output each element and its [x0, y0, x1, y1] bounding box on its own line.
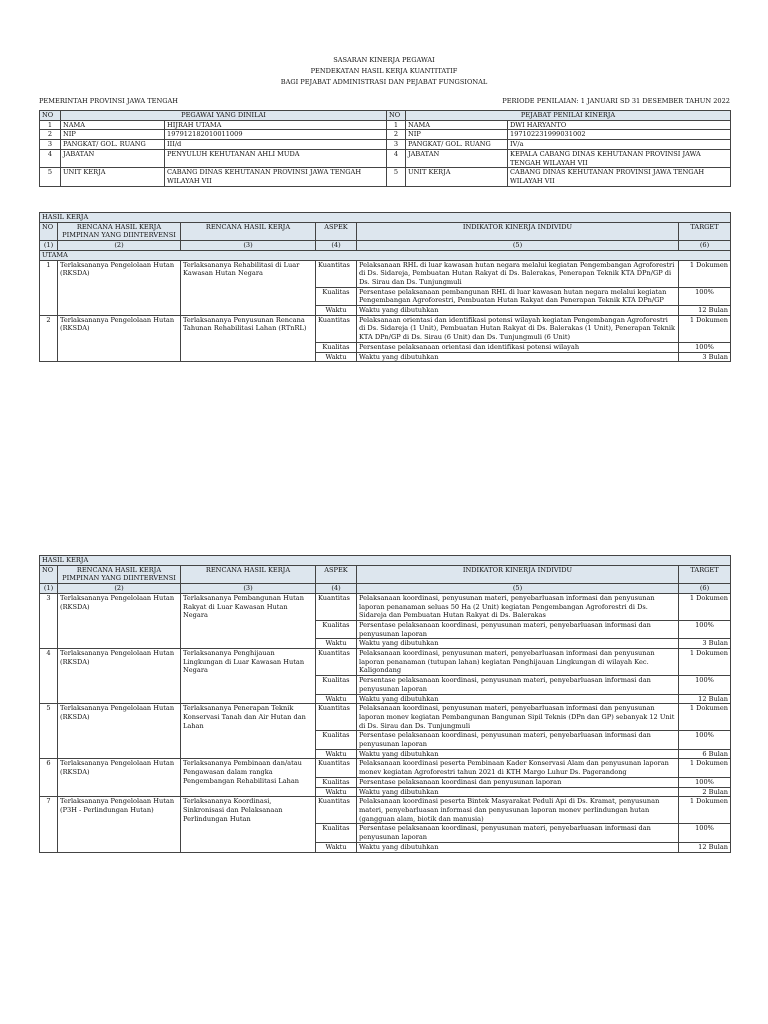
- section-row: [40, 213, 731, 223]
- target-kualitas: 100%: [679, 777, 731, 787]
- aspect-kualitas: Kualitas: [316, 342, 357, 352]
- colnum-4: (4): [316, 584, 357, 594]
- employee-value: PENYULUH KEHUTANAN AHLI MUDA: [165, 149, 387, 167]
- target-kuantitas: 1 Dokumen: [679, 797, 731, 824]
- column-header-row-2: [40, 565, 731, 583]
- hasil-kerja-table-1: [39, 212, 731, 362]
- indikator-kuantitas: Pelaksanaan orientasi dan identifikasi potensi wilayah kegiatan Pengembangan Agroforestri di Ds. Sidareja (1 Unit), Pembuatan Hutan Rakyat di Ds. Balerakas (1 Unit), Penerapan Teknik KTA DPn/GP di Ds. Sirau (6 Unit) dan Ds. Tunjungmuli (6 Unit): [357, 315, 679, 342]
- kuantitas-row: [40, 260, 731, 287]
- header-target: TARGET: [679, 565, 731, 583]
- identity-row: [40, 130, 731, 140]
- header-no: NO: [40, 565, 58, 583]
- target-kualitas: 100%: [679, 620, 731, 638]
- employee-value: 197912182010011009: [165, 130, 387, 140]
- aspect-waktu: Waktu: [316, 639, 357, 649]
- header-aspek: ASPEK: [316, 222, 357, 240]
- aspect-kualitas: Kualitas: [316, 287, 357, 305]
- item-number: 6: [40, 759, 58, 797]
- field-label: NIP: [406, 130, 508, 140]
- target-kuantitas: 1 Dokumen: [679, 593, 731, 620]
- aspect-waktu: Waktu: [316, 842, 357, 852]
- field-label: JABATAN: [406, 149, 508, 167]
- rhk-pimpinan-cell: Terlaksananya Pengelolaan Hutan (P3H - Perlindungan Hutan): [58, 797, 181, 852]
- target-kuantitas: 1 Dokumen: [679, 315, 731, 342]
- assessor-value: KEPALA CABANG DINAS KEHUTANAN PROVINSI JAWA TENGAH WILAYAH VII: [508, 149, 731, 167]
- title-line-2: PENDEKATAN HASIL KERJA KUANTITATIF: [310, 67, 458, 75]
- target-waktu: 2 Bulan: [679, 787, 731, 797]
- item-number: 2: [40, 315, 58, 362]
- indikator-kualitas: Persentase pelaksanaan pembangunan RHL di luar kawasan hutan negara melalui kegiatan Pengembangan Agroforestri, Pembuatan Hutan Rakyat dan Penerapan Teknik KTA DPn/GP: [357, 287, 679, 305]
- colnum-3: (3): [181, 584, 316, 594]
- colnum-1: (1): [40, 241, 58, 251]
- column-number-row: [40, 241, 731, 251]
- row-number: 5: [40, 168, 61, 186]
- assessor-value: CABANG DINAS KEHUTANAN PROVINSI JAWA TENGAH WILAYAH VII: [508, 168, 731, 186]
- aspect-waktu: Waktu: [316, 694, 357, 704]
- rhk-cell: Terlaksananya Penghijauan Lingkungan di Luar Kawasan Hutan Negara: [181, 649, 316, 704]
- header-rhk: RENCANA HASIL KERJA: [181, 222, 316, 240]
- column-number-row-2: [40, 584, 731, 594]
- rhk-pimpinan-cell: Terlaksananya Pengelolaan Hutan (RKSDA): [58, 260, 181, 315]
- identity-row: [40, 149, 731, 167]
- rhk-cell: Terlaksananya Pembangunan Hutan Rakyat di Luar Kawasan Hutan Negara: [181, 593, 316, 648]
- header-rhk-pimpinan: RENCANA HASIL KERJA PIMPINAN YANG DIINTERVENSI: [58, 565, 181, 583]
- indikator-waktu: Waktu yang dibutuhkan: [357, 694, 679, 704]
- aspect-kuantitas: Kuantitas: [316, 260, 357, 287]
- target-waktu: 12 Bulan: [679, 694, 731, 704]
- field-label: PANGKAT/ GOL. RUANG: [61, 140, 165, 150]
- row-number: 4: [40, 149, 61, 167]
- kuantitas-row: [40, 797, 731, 824]
- indikator-kualitas: Persentase pelaksanaan koordinasi, penyusunan materi, penyebarluasan informasi dan penyusunan laporan: [357, 824, 679, 842]
- indikator-kuantitas: Pelaksanaan koordinasi peserta Bintek Masyarakat Peduli Api di Ds. Kramat, penyusunan materi, penyebarluasan informasi dan penyusunan laporan monev perlindungan hutan (gangguan alam, biotik dan manusia): [357, 797, 679, 824]
- indikator-kuantitas: Pelaksanaan RHL di luar kawasan hutan negara melalui kegiatan Pengembangan Agroforestri di Ds. Sidareja, Pembuatan Hutan Rakyat di Ds. Balerakas, Penerapan Teknik KTA DPn/GP di Ds. Sirau dan Ds. Tunjungmuli: [357, 260, 679, 287]
- rhk-cell: Terlaksananya Rehabilitasi di Luar Kawasan Hutan Negara: [181, 260, 316, 315]
- colnum-3: (3): [181, 241, 316, 251]
- period-label: PERIODE PENILAIAN: 1 JANUARI SD 31 DESEMBER TAHUN 2022: [502, 97, 730, 105]
- indikator-kualitas: Persentase pelaksanaan koordinasi, penyusunan materi, penyebarluasan informasi dan penyusunan laporan: [357, 676, 679, 694]
- assessor-value: DWI HARYANTO: [508, 120, 731, 130]
- colnum-2: (2): [58, 241, 181, 251]
- employee-value: HIJRAH UTAMA: [165, 120, 387, 130]
- target-waktu: 6 Bulan: [679, 749, 731, 759]
- aspect-kuantitas: Kuantitas: [316, 759, 357, 777]
- aspect-kuantitas: Kuantitas: [316, 797, 357, 824]
- colnum-2: (2): [58, 584, 181, 594]
- indikator-waktu: Waktu yang dibutuhkan: [357, 639, 679, 649]
- target-kuantitas: 1 Dokumen: [679, 704, 731, 731]
- column-header-row: [40, 222, 731, 240]
- assessor-value: 197102231999031002: [508, 130, 731, 140]
- rhk-pimpinan-cell: Terlaksananya Pengelolaan Hutan (RKSDA): [58, 593, 181, 648]
- identity-row: [40, 168, 731, 186]
- header-indikator: INDIKATOR KINERJA INDIVIDU: [357, 222, 679, 240]
- colnum-5: (5): [357, 584, 679, 594]
- colnum-5: (5): [357, 241, 679, 251]
- field-label: JABATAN: [61, 149, 165, 167]
- item-number: 5: [40, 704, 58, 759]
- rhk-pimpinan-cell: Terlaksananya Pengelolaan Hutan (RKSDA): [58, 704, 181, 759]
- aspect-kualitas: Kualitas: [316, 731, 357, 749]
- rhk-pimpinan-cell: Terlaksananya Pengelolaan Hutan (RKSDA): [58, 315, 181, 362]
- meta-row: [39, 97, 730, 105]
- item-number: 3: [40, 593, 58, 648]
- row-number: 2: [387, 130, 406, 140]
- identity-row: [40, 140, 731, 150]
- aspect-kuantitas: Kuantitas: [316, 704, 357, 731]
- header-aspek: ASPEK: [316, 565, 357, 583]
- identity-table: [39, 110, 731, 187]
- aspect-kuantitas: Kuantitas: [316, 593, 357, 620]
- field-label: NAMA: [406, 120, 508, 130]
- row-number: 3: [387, 140, 406, 150]
- indikator-waktu: Waktu yang dibutuhkan: [357, 306, 679, 316]
- target-kuantitas: 1 Dokumen: [679, 260, 731, 287]
- right-header: PEJABAT PENILAI KINERJA: [406, 111, 731, 121]
- target-kualitas: 100%: [679, 287, 731, 305]
- item-number: 1: [40, 260, 58, 315]
- identity-row: [40, 120, 731, 130]
- row-number: 4: [387, 149, 406, 167]
- aspect-waktu: Waktu: [316, 352, 357, 362]
- colnum-1: (1): [40, 584, 58, 594]
- target-waktu: 3 Bulan: [679, 352, 731, 362]
- hasil-kerja-table-2: [39, 555, 731, 853]
- utama-row: [40, 250, 731, 260]
- indikator-kualitas: Persentase pelaksanaan orientasi dan identifikasi potensi wilayah: [357, 342, 679, 352]
- header-rhk: RENCANA HASIL KERJA: [181, 565, 316, 583]
- rhk-cell: Terlaksananya Penyusunan Rencana Tahunan Rehabilitasi Lahan (RTnRL): [181, 315, 316, 362]
- rhk-pimpinan-cell: Terlaksananya Pengelolaan Hutan (RKSDA): [58, 649, 181, 704]
- field-label: UNIT KERJA: [406, 168, 508, 186]
- document-title: [0, 55, 768, 88]
- field-label: NAMA: [61, 120, 165, 130]
- target-kualitas: 100%: [679, 731, 731, 749]
- indikator-kuantitas: Pelaksanaan koordinasi peserta Pembinaan Kader Konservasi Alam dan penyusunan laporan monev kegiatan Agroforestri tahun 2021 di KTH Margo Luhur Ds. Pagerandong: [357, 759, 679, 777]
- indikator-kualitas: Persentase pelaksanaan koordinasi dan penyusunan laporan: [357, 777, 679, 787]
- rhk-cell: Terlaksananya Penerapan Teknik Konservasi Tanah dan Air Hutan dan Lahan: [181, 704, 316, 759]
- target-waktu: 3 Bulan: [679, 639, 731, 649]
- rhk-pimpinan-cell: Terlaksananya Pengelolaan Hutan (RKSDA): [58, 759, 181, 797]
- assessor-value: IV/a: [508, 140, 731, 150]
- col-no-2: NO: [387, 111, 406, 121]
- field-label: PANGKAT/ GOL. RUANG: [406, 140, 508, 150]
- header-indikator: INDIKATOR KINERJA INDIVIDU: [357, 565, 679, 583]
- indikator-kuantitas: Pelaksanaan koordinasi, penyusunan materi, penyebarluasan informasi dan penyusunan laporan monev kegiatan Pembangunan Bangunan Sipil Teknis (DPn dan GP) sebanyak 12 Unit di Ds. Sirau dan Ds. Tunjungmuli: [357, 704, 679, 731]
- kuantitas-row: [40, 649, 731, 676]
- header-target: TARGET: [679, 222, 731, 240]
- aspect-kualitas: Kualitas: [316, 777, 357, 787]
- left-header: PEGAWAI YANG DINILAI: [61, 111, 387, 121]
- col-no: NO: [40, 111, 61, 121]
- colnum-6: (6): [679, 584, 731, 594]
- rhk-cell: Terlaksananya Pembinaan dan/atau Pengawasan dalam rangka Pengembangan Rehabilitasi Lahan: [181, 759, 316, 797]
- row-number: 2: [40, 130, 61, 140]
- aspect-waktu: Waktu: [316, 306, 357, 316]
- row-number: 1: [40, 120, 61, 130]
- field-label: NIP: [61, 130, 165, 140]
- item-number: 4: [40, 649, 58, 704]
- row-number: 1: [387, 120, 406, 130]
- employee-value: CABANG DINAS KEHUTANAN PROVINSI JAWA TENGAH WILAYAH VII: [165, 168, 387, 186]
- target-kuantitas: 1 Dokumen: [679, 649, 731, 676]
- aspect-waktu: Waktu: [316, 787, 357, 797]
- section-row-2: [40, 556, 731, 566]
- indikator-waktu: Waktu yang dibutuhkan: [357, 749, 679, 759]
- target-kualitas: 100%: [679, 676, 731, 694]
- target-kuantitas: 1 Dokumen: [679, 759, 731, 777]
- colnum-4: (4): [316, 241, 357, 251]
- target-waktu: 12 Bulan: [679, 842, 731, 852]
- rhk-cell: Terlaksananya Koordinasi, Sinkronisasi dan Pelaksanaan Perlindungan Hutan: [181, 797, 316, 852]
- indikator-kuantitas: Pelaksanaan koordinasi, penyusunan materi, penyebarluasan informasi dan penyusunan laporan penanaman (tutupan lahan) kegiatan Penghijauan Lingkungan di wilayah Kec. Kaligondang: [357, 649, 679, 676]
- kuantitas-row: [40, 704, 731, 731]
- title-line-1: SASARAN KINERJA PEGAWAI: [333, 56, 435, 64]
- colnum-6: (6): [679, 241, 731, 251]
- title-line-3: BAGI PEJABAT ADMINISTRASI DAN PEJABAT FUNGSIONAL: [280, 78, 488, 86]
- aspect-waktu: Waktu: [316, 749, 357, 759]
- target-kualitas: 100%: [679, 824, 731, 842]
- section-label: HASIL KERJA: [40, 213, 731, 223]
- identity-header-row: [40, 111, 731, 121]
- indikator-waktu: Waktu yang dibutuhkan: [357, 787, 679, 797]
- row-number: 5: [387, 168, 406, 186]
- section-label-2: HASIL KERJA: [40, 556, 731, 566]
- item-number: 7: [40, 797, 58, 852]
- aspect-kualitas: Kualitas: [316, 824, 357, 842]
- kuantitas-row: [40, 593, 731, 620]
- target-kualitas: 100%: [679, 342, 731, 352]
- utama-label: UTAMA: [40, 250, 731, 260]
- kuantitas-row: [40, 759, 731, 777]
- indikator-waktu: Waktu yang dibutuhkan: [357, 352, 679, 362]
- employee-value: III/d: [165, 140, 387, 150]
- aspect-kualitas: Kualitas: [316, 676, 357, 694]
- aspect-kuantitas: Kuantitas: [316, 315, 357, 342]
- target-waktu: 12 Bulan: [679, 306, 731, 316]
- aspect-kualitas: Kualitas: [316, 620, 357, 638]
- row-number: 3: [40, 140, 61, 150]
- header-no: NO: [40, 222, 58, 240]
- kuantitas-row: [40, 315, 731, 342]
- field-label: UNIT KERJA: [61, 168, 165, 186]
- aspect-kuantitas: Kuantitas: [316, 649, 357, 676]
- organization-label: PEMERINTAH PROVINSI JAWA TENGAH: [39, 97, 179, 105]
- header-rhk-pimpinan: RENCANA HASIL KERJA PIMPINAN YANG DIINTERVENSI: [58, 222, 181, 240]
- indikator-kuantitas: Pelaksanaan koordinasi, penyusunan materi, penyebarluasan informasi dan penyusunan laporan penanaman seluas 50 Ha (2 Unit) kegiatan Pengembangan Agroforestri di Ds. Sidareja dan Pembuatan Hutan Rakyat di Ds. Balerakas: [357, 593, 679, 620]
- indikator-kualitas: Persentase pelaksanaan koordinasi, penyusunan materi, penyebarluasan informasi dan penyusunan laporan: [357, 731, 679, 749]
- indikator-waktu: Waktu yang dibutuhkan: [357, 842, 679, 852]
- indikator-kualitas: Persentase pelaksanaan koordinasi, penyusunan materi, penyebarluasan informasi dan penyusunan laporan: [357, 620, 679, 638]
